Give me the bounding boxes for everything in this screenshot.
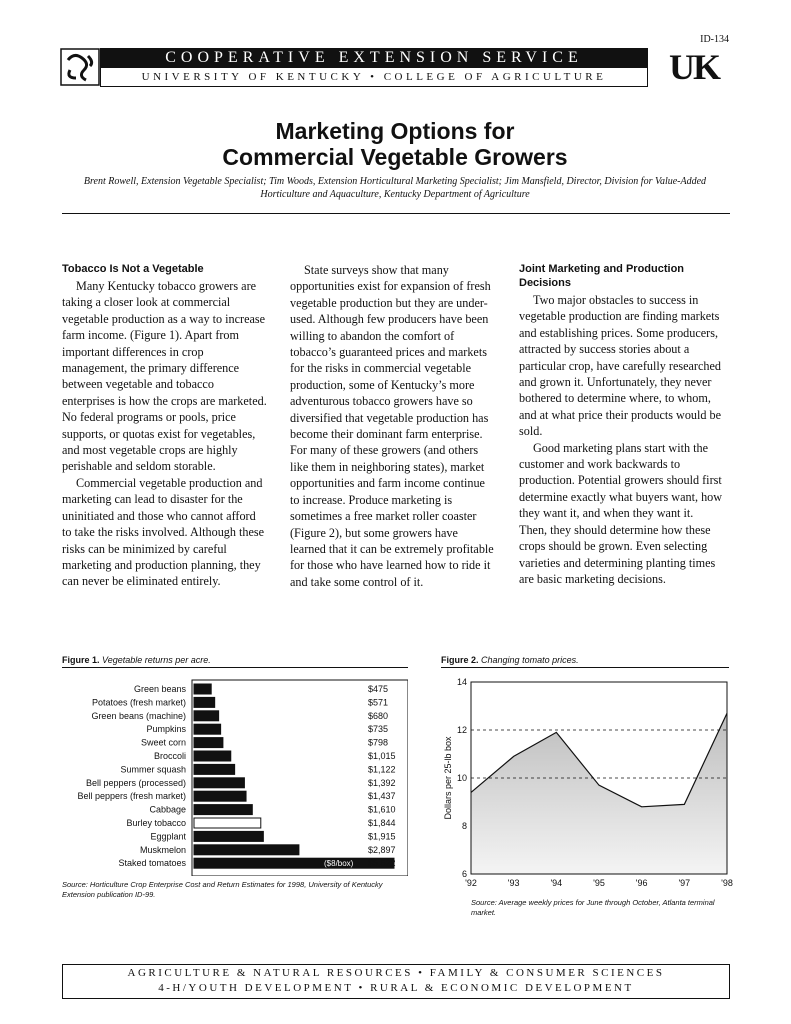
- value-label: $1,122: [368, 764, 396, 775]
- price-area: [471, 713, 727, 874]
- y-tick-label: 6: [461, 869, 467, 879]
- page-title: [60, 118, 730, 170]
- value-label: $2,897: [368, 844, 396, 855]
- category-label: Green beans (machine): [91, 710, 186, 721]
- category-label: Pumpkins: [146, 724, 186, 735]
- value-label: $1,610: [368, 804, 396, 815]
- x-tick-label: '96: [635, 878, 648, 888]
- x-tick-label: '93: [507, 878, 520, 888]
- footer-programs: [62, 964, 730, 999]
- figure-1-source: Source: Horticulture Crop Enterprise Cost and Return Estimates for 1998, University of Kentucky Extension publication ID-99.: [62, 880, 383, 899]
- y-tick-label: 14: [456, 677, 467, 687]
- authors: Brent Rowell, Extension Vegetable Specialist; Tim Woods, Extension Horticultural Marketing Specialist; Jim Mansfield, Director, Division for Value-Added Horticulture and Aquaculture, Kentucky Department of Agriculture: [83, 176, 707, 200]
- figure-1-label: Figure 1.: [62, 655, 100, 665]
- uk-logo: UK: [669, 47, 719, 87]
- bar: [194, 858, 394, 868]
- y-axis-label: Dollars per 25-lb box: [443, 736, 453, 820]
- category-label: Muskmelon: [139, 844, 186, 855]
- paragraph: Commercial vegetable production and marketing can lead to disaster for the uninitiated and those who cannot afford to take the risks involved. Although these risks can be minimized by careful marketing and production planning, they can never be eliminated entirely.: [62, 475, 265, 589]
- paragraph: Good marketing plans start with the customer and work backwards to production. Potential growers should first determine exactly what buyers want, how they want it, and when they want it. Then, they should determine how these crops should be grown. Even selecting varieties and determining planting times are basic marketing decisions.: [519, 440, 723, 586]
- section-heading-tobacco: Tobacco Is Not a Vegetable: [62, 263, 204, 275]
- value-label: $680: [368, 710, 389, 721]
- value-label: $1,437: [368, 791, 396, 802]
- x-tick-label: '97: [678, 878, 691, 888]
- value-label: $1,844: [368, 818, 396, 828]
- category-label: Cabbage: [149, 804, 186, 815]
- figure-2-caption: [441, 655, 579, 665]
- org-subtitle: UNIVERSITY OF KENTUCKY • COLLEGE OF AGRICULTURE: [100, 68, 648, 87]
- x-tick-label: '95: [593, 878, 605, 888]
- figure-1-chart: [62, 670, 408, 876]
- bar: [194, 778, 244, 788]
- x-tick-label: '92: [465, 878, 477, 888]
- value-label: $798: [368, 737, 389, 748]
- y-tick-label: 10: [456, 773, 467, 783]
- extension-logo-icon: [60, 48, 100, 86]
- category-label: Broccoli: [153, 751, 186, 761]
- category-label: Green beans: [133, 684, 186, 694]
- column-2: [290, 262, 495, 590]
- paragraph: State surveys show that many opportunities exist for expansion of fresh vegetable production but they are under-used. Although few producers have been willing to abandon the comfort of tobacco’s guaranteed prices and markets for the risks in commercial vegetable production, some of Kentucky’s more adventurous tobacco growers have so diversified that vegetable production has become their dominant farm enterprise. For many of these growers (and others like them in neighboring states), market opportunities and farm income continue to increase. Produce marketing is sometimes a free market roller coaster (Figure 2), but some growers have learned that it can be extremely profitable for those who have learned how to ride it and take some control of it.: [290, 263, 494, 589]
- category-label: Potatoes (fresh market): [91, 697, 186, 708]
- bar: [194, 751, 231, 761]
- bar: [194, 818, 261, 828]
- figure-2-source: Source: Average weekly prices for June through October, Atlanta terminal market.: [471, 898, 715, 917]
- bar: [194, 831, 263, 841]
- bar: [194, 845, 299, 855]
- figure-2-title: Changing tomato prices.: [481, 655, 579, 665]
- footer-line-2: 4-H/YOUTH DEVELOPMENT • RURAL & ECONOMIC DEVELOPMENT: [158, 982, 634, 994]
- category-label: Burley tobacco: [126, 818, 186, 828]
- title-line-1: Marketing Options for: [275, 118, 515, 144]
- y-tick-label: 8: [461, 821, 467, 831]
- figure-1-caption: [62, 655, 211, 665]
- title-divider: [62, 213, 730, 214]
- paragraph: Two major obstacles to success in vegetable production are finding markets and establishing prices. Some producers, attracted by success stories about a particular crop, have carefully researched and grown it. Unfortunately, they never bothered to determine where, to whom, and at what price their products would be sold.: [519, 293, 722, 439]
- category-label: Summer squash: [120, 764, 186, 775]
- category-label: Sweet corn: [140, 737, 186, 748]
- bar: [194, 711, 219, 721]
- value-label: $735: [368, 724, 389, 735]
- document-id: ID-134: [700, 34, 729, 45]
- section-heading-joint-marketing: Joint Marketing and Production Decisions: [519, 263, 685, 289]
- value-label: $475: [368, 684, 389, 694]
- value-label: $5,522: [368, 858, 396, 869]
- figure-1-title: Vegetable returns per acre.: [102, 655, 211, 665]
- figure-2-rule: [441, 667, 729, 668]
- bar: [194, 738, 223, 748]
- category-label: Bell peppers (fresh market): [77, 791, 186, 802]
- title-line-2: Commercial Vegetable Growers: [222, 144, 568, 170]
- column-3: [519, 262, 724, 587]
- bar: [194, 805, 252, 815]
- category-label: Bell peppers (processed): [85, 777, 186, 788]
- org-title: COOPERATIVE EXTENSION SERVICE: [100, 48, 648, 68]
- bar: [194, 724, 221, 734]
- bar-annotation: ($8/box): [324, 859, 354, 869]
- footer-line-1: AGRICULTURE & NATURAL RESOURCES • FAMILY & CONSUMER SCIENCES: [127, 967, 665, 979]
- column-1: [62, 262, 267, 590]
- figure-2-label: Figure 2.: [441, 655, 479, 665]
- category-label: Eggplant: [150, 831, 186, 842]
- bar: [194, 764, 235, 774]
- bar: [194, 791, 246, 801]
- bar: [194, 684, 211, 694]
- bar: [194, 697, 215, 707]
- figure-2-chart: [441, 670, 733, 892]
- x-tick-label: '98: [721, 878, 733, 888]
- y-tick-label: 12: [456, 725, 467, 735]
- figure-1-rule: [62, 667, 408, 668]
- value-label: $1,015: [368, 751, 396, 761]
- paragraph: Many Kentucky tobacco growers are taking a closer look at commercial vegetable production as a way to increase farm income. (Figure 1). Apart from important differences in crop management, the primary difference between vegetable and tobacco enterprises is how the crops are marketed. No federal programs or pools, price supports, or quotas exist for vegetables, and most vegetable crops are highly perishable and seldom storable.: [62, 279, 267, 474]
- value-label: $571: [368, 697, 389, 708]
- category-label: Staked tomatoes: [118, 858, 186, 869]
- value-label: $1,915: [368, 831, 396, 842]
- value-label: $1,392: [368, 777, 396, 788]
- x-tick-label: '94: [550, 878, 563, 888]
